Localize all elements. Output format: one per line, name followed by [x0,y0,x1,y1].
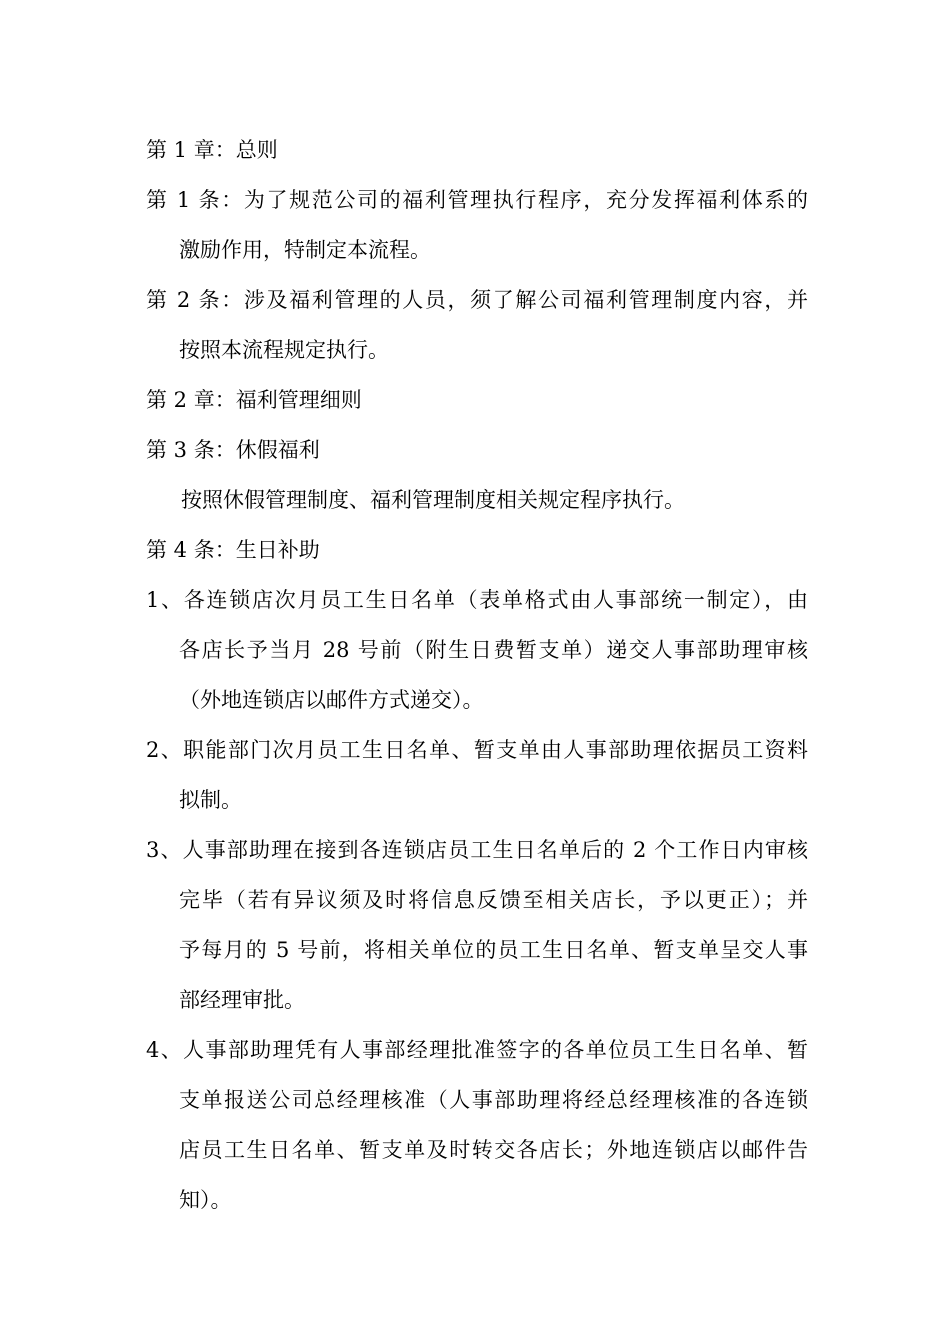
article-2-line-2: 按照本流程规定执行。 [179,338,389,362]
item-1-line-3: （外地连锁店以邮件方式递交）。 [179,688,484,712]
article-3-heading: 第 3 条：休假福利 [146,438,320,462]
item-1-line-1: 1、各连锁店次月员工生日名单（表单格式由人事部统一制定），由 [146,588,808,612]
item-3-line-1: 3、人事部助理在接到各连锁店员工生日名单后的 2 个工作日内审核 [146,838,808,862]
item-4-line-2: 支单报送公司总经理核准（人事部助理将经总经理核准的各连锁 [179,1088,808,1112]
item-3-line-3: 予每月的 5 号前，将相关单位的员工生日名单、暂支单呈交人事 [179,938,808,962]
chapter-2-heading: 第 2 章：福利管理细则 [146,388,362,412]
item-3-line-2: 完毕（若有异议须及时将信息反馈至相关店长，予以更正）；并 [179,888,808,912]
article-1-line-2: 激励作用，特制定本流程。 [179,238,431,262]
item-3-line-4: 部经理审批。 [179,988,305,1012]
item-4-line-4: 知）。 [179,1188,232,1212]
article-1-line-1: 第 1 条：为了规范公司的福利管理执行程序，充分发挥福利体系的 [146,188,808,212]
chapter-1-heading: 第 1 章：总则 [146,138,278,162]
item-1-line-2: 各店长予当月 28 号前（附生日费暂支单）递交人事部助理审核 [179,638,808,662]
document-body [146,125,808,1225]
item-2-line-1: 2、职能部门次月员工生日名单、暂支单由人事部助理依据员工资料 [146,738,808,762]
article-2-line-1: 第 2 条：涉及福利管理的人员，须了解公司福利管理制度内容，并 [146,288,808,312]
item-4-line-1: 4、人事部助理凭有人事部经理批准签字的各单位员工生日名单、暂 [146,1038,808,1062]
item-4-line-3: 店员工生日名单、暂支单及时转交各店长；外地连锁店以邮件告 [179,1138,808,1162]
article-4-heading: 第 4 条：生日补助 [146,538,320,562]
item-2-line-2: 拟制。 [179,788,242,812]
article-3-body: 按照休假管理制度、福利管理制度相关规定程序执行。 [181,488,685,512]
